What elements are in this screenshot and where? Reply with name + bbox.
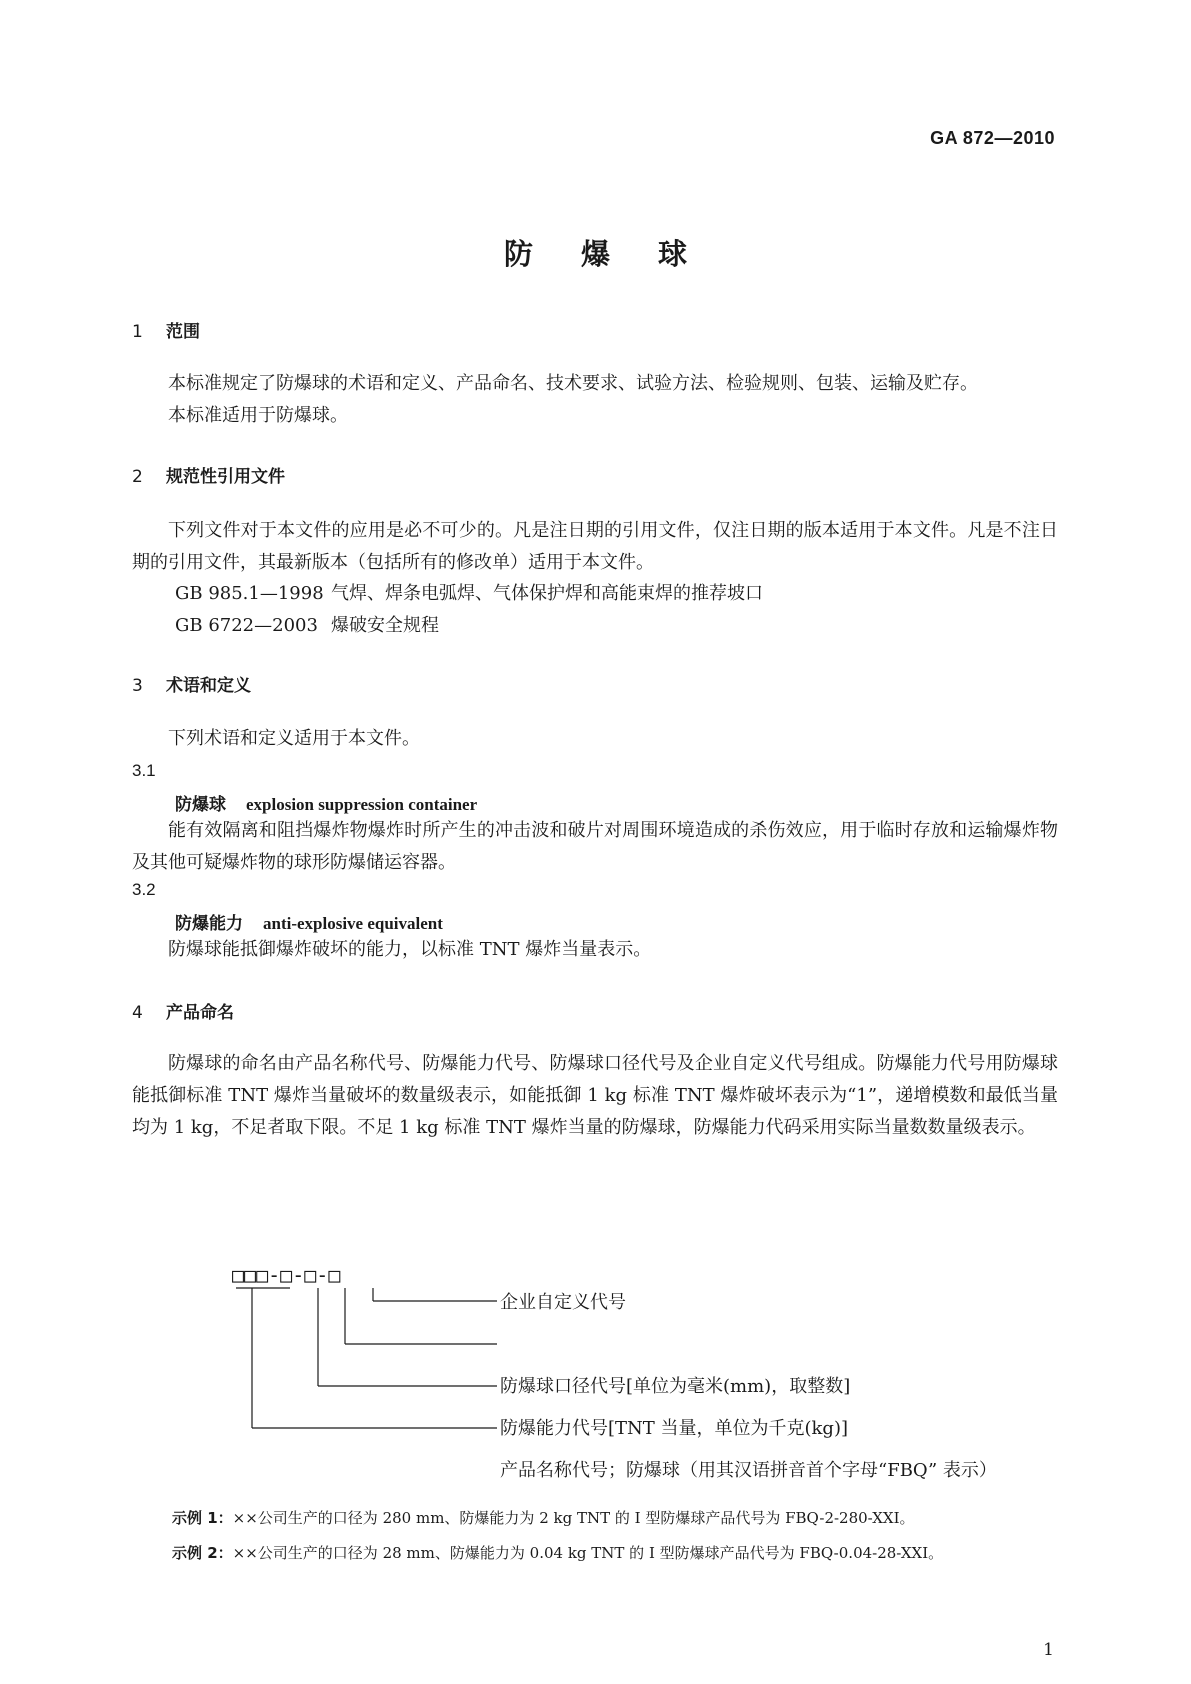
term-definition: 能有效隔离和阻挡爆炸物爆炸时所产生的冲击波和破片对周围环境造成的杀伤效应，用于临时存放和运输爆炸物及其他可疑爆炸物的球形防爆储运容器。: [132, 820, 1058, 873]
paragraph: 防爆球的命名由产品名称代号、防爆能力代号、防爆球口径代号及企业自定义代号组成。防爆能力代号用防爆球能抵御标准 TNT 爆炸当量破坏的数量级表示，如能抵御 1 kg 标准 TNT 爆炸破坏表示为“1”，递增模数和最低当量均为 1 kg，不足者取下限。不足 1 kg 标准 TNT 爆炸当量的防爆球，防爆能力代码采用实际当量数数量级表示。: [132, 1053, 1058, 1138]
diagram-label-capacity-code: 防爆能力代号[TNT 当量，单位为千克(kg)]: [500, 1418, 849, 1439]
reference-title: 爆破安全规程: [331, 615, 439, 636]
reference-code: GB 985.1—1998: [175, 583, 324, 604]
clause-number: 3.2: [132, 880, 156, 899]
title-char-1: 防: [503, 237, 533, 271]
reference-title: 气焊、焊条电弧焊、气体保护焊和高能束焊的推荐坡口: [331, 583, 763, 604]
term-definition: 防爆球能抵御爆炸破坏的能力，以标准 TNT 爆炸当量表示。: [168, 939, 652, 960]
code-pattern: □□□-□-□-□: [232, 1263, 341, 1287]
example-text: ××公司生产的口径为 28 mm、防爆能力为 0.04 kg TNT 的 Ⅰ 型防爆球产品代号为 FBQ-0.04-28-XXI。: [232, 1544, 944, 1562]
term-zh: 防爆能力: [175, 914, 243, 934]
paragraph: 下列文件对于本文件的应用是必不可少的。凡是注日期的引用文件，仅注日期的版本适用于本文件。凡是不注日期的引用文件，其最新版本（包括所有的修改单）适用于本文件。: [132, 520, 1058, 573]
example-2: [172, 1542, 943, 1563]
title-char-2: 爆: [580, 237, 610, 271]
diagram-label-enterprise-code: 企业自定义代号: [500, 1292, 626, 1313]
example-label: 示例 2：: [172, 1544, 233, 1562]
section-title: 范围: [166, 322, 200, 342]
paragraph: 本标准规定了防爆球的术语和定义、产品命名、技术要求、试验方法、检验规则、包装、运输及贮存。: [168, 373, 978, 394]
section-number: 4: [132, 1003, 143, 1023]
example-1: [172, 1507, 915, 1528]
paragraph: 本标准适用于防爆球。: [168, 405, 348, 426]
section-title: 术语和定义: [166, 676, 251, 696]
section-number: 3: [132, 676, 143, 696]
section-title: 规范性引用文件: [166, 467, 285, 487]
term-zh: 防爆球: [175, 795, 226, 815]
page-number: 1: [1043, 1640, 1054, 1660]
section-number: 2: [132, 467, 143, 487]
title-char-3: 球: [658, 237, 688, 271]
term-en: explosion suppression container: [246, 795, 478, 814]
reference-code: GB 6722—2003: [175, 615, 318, 636]
clause-number: 3.1: [132, 761, 156, 780]
section-title: 产品命名: [166, 1003, 234, 1023]
example-text: ××公司生产的口径为 280 mm、防爆能力为 2 kg TNT 的 Ⅰ 型防爆球产品代号为 FBQ-2-280-XXI。: [232, 1509, 915, 1527]
diagram-label-caliber-code: 防爆球口径代号[单位为毫米(mm)，取整数]: [500, 1376, 851, 1397]
diagram-label-product-code: 产品名称代号；防爆球（用其汉语拼音首个字母“FBQ” 表示）: [500, 1460, 997, 1481]
standard-number: GA 872—2010: [930, 128, 1055, 148]
section-number: 1: [132, 322, 143, 342]
paragraph: 下列术语和定义适用于本文件。: [168, 728, 420, 749]
term-en: anti-explosive equivalent: [263, 914, 443, 933]
example-label: 示例 1：: [172, 1509, 233, 1527]
